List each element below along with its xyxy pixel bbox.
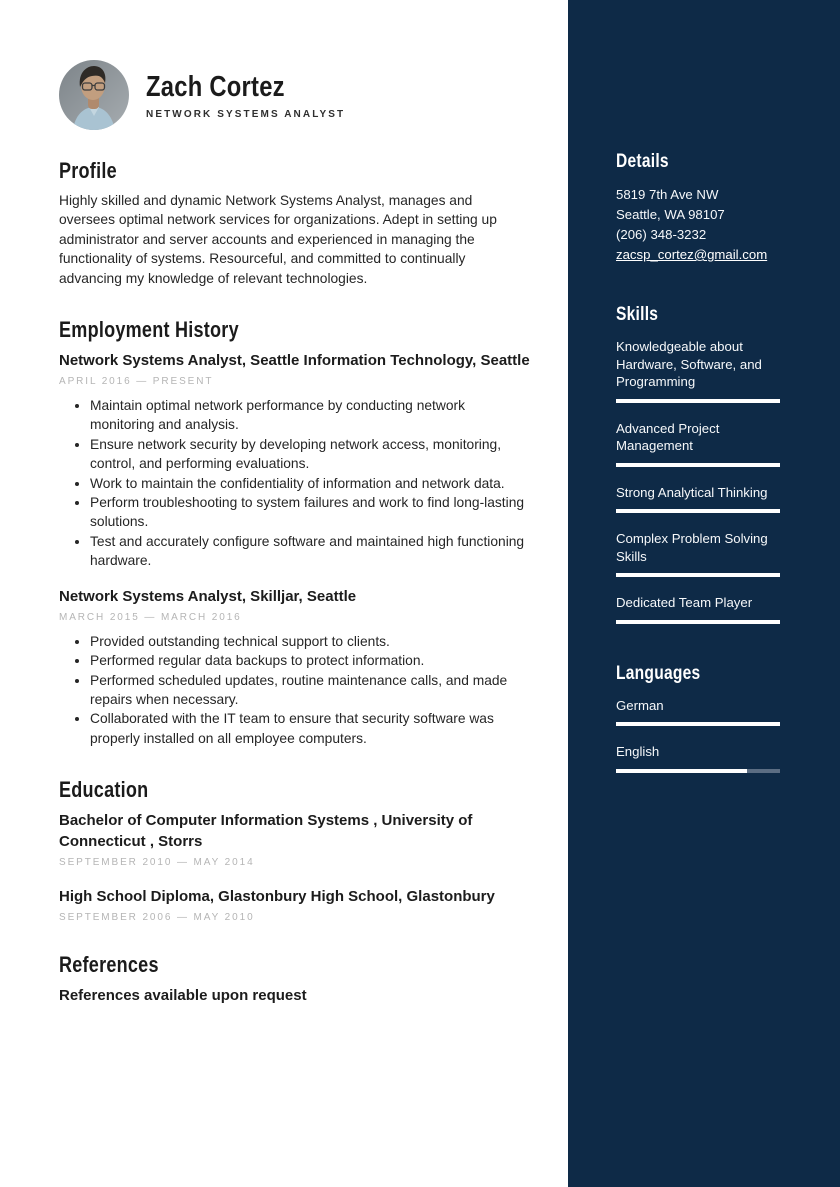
education-title: Bachelor of Computer Information Systems , University of Connecticut , Storrs [59, 812, 473, 851]
bullet-item: • Maintain optimal network performance by conducting network monitoring and analysis. [90, 396, 532, 435]
section-profile [59, 157, 532, 288]
education-dates: SEPTEMBER 2006 — MAY 2010 [59, 912, 255, 924]
skill-item [616, 594, 780, 624]
skill-label: Dedicated Team Player [616, 595, 753, 610]
skill-bar [616, 573, 780, 577]
skill-item [616, 338, 780, 403]
education-entry [59, 810, 532, 868]
sidebar-details [616, 150, 780, 265]
job-title: Network Systems Analyst, Seattle Information Technology, Seattle [59, 352, 530, 370]
skill-bar [616, 620, 780, 624]
skill-bar [616, 463, 780, 467]
job-bullet-list [59, 632, 532, 748]
address-line: Seattle, WA 98107 [616, 207, 725, 222]
job-bullet-list [59, 396, 532, 571]
phone-number: (206) 348-3232 [616, 227, 707, 242]
language-label: German [616, 697, 664, 713]
profile-heading: Profile [59, 158, 117, 183]
language-bar [616, 722, 780, 726]
job-title: Network Systems Analyst, Skilljar, Seattle [59, 587, 357, 605]
language-bar [616, 769, 780, 773]
employment-heading: Employment History [59, 317, 239, 343]
references-text: References available upon request [59, 987, 307, 1005]
profile-photo [59, 60, 129, 130]
section-employment [59, 316, 532, 748]
skill-item [616, 530, 780, 577]
skill-item [616, 420, 780, 467]
education-title: High School Diploma, Glastonbury High School, Glastonbury [59, 888, 495, 906]
language-item [616, 743, 780, 773]
skill-item [616, 484, 780, 514]
sidebar-languages [616, 662, 780, 773]
skill-bar-fill [616, 509, 780, 513]
job-entry [59, 350, 532, 571]
skills-heading: Skills [616, 304, 659, 325]
references-heading: References [59, 952, 159, 978]
skill-bar-fill [616, 573, 780, 577]
skill-label: Advanced Project Management [616, 420, 720, 453]
sidebar [568, 0, 840, 1187]
bullet-item: • Ensure network security by developing network access, monitoring, control, and performing evaluations. [90, 435, 532, 474]
education-dates: SEPTEMBER 2010 — MAY 2014 [59, 857, 255, 869]
header [59, 60, 532, 130]
skill-label: Complex Problem Solving Skills [616, 531, 768, 564]
bullet-item: • Work to maintain the confidentiality of information and network data. [90, 474, 532, 493]
skill-bar [616, 399, 780, 403]
identity-block [146, 70, 345, 120]
bullet-item: • Provided outstanding technical support to clients. [90, 632, 532, 651]
section-references [59, 951, 532, 1006]
address-line: 5819 7th Ave NW [616, 187, 719, 202]
skill-bar-fill [616, 463, 780, 467]
skill-bar-fill [616, 620, 780, 624]
skill-label: Knowledgeable about Hardware, Software, and Programming [616, 339, 762, 389]
job-dates: MARCH 2015 — MARCH 2016 [59, 611, 242, 623]
portrait-illustration [59, 60, 129, 130]
language-bar-fill [616, 769, 747, 773]
bullet-item: • Test and accurately configure software and maintained high functioning hardware. [90, 532, 532, 571]
details-heading: Details [616, 151, 669, 172]
profile-summary: Highly skilled and dynamic Network Systems Analyst, manages and oversees optimal network services for organizations. Adept in setting up administrator and server accounts and experienced in managing the functionality of systems. Resourceful, and committed to continually advancing my knowledge of relevant technologies. [59, 193, 497, 286]
skill-bar [616, 509, 780, 513]
bullet-item: • Perform troubleshooting to system failures and work to find long-lasting solutions. [90, 493, 532, 532]
education-heading: Education [59, 777, 149, 803]
bullet-item: • Performed scheduled updates, routine maintenance calls, and made repairs when necessary. [90, 671, 532, 710]
language-item [616, 697, 780, 727]
section-education [59, 776, 532, 923]
bullet-item: • Collaborated with the IT team to ensure that security software was properly installed on all employee computers. [90, 709, 532, 748]
education-entry [59, 886, 532, 923]
skill-bar-fill [616, 399, 780, 403]
languages-heading: Languages [616, 662, 701, 684]
sidebar-skills [616, 303, 780, 624]
language-label: English [616, 744, 660, 759]
job-entry [59, 586, 532, 748]
job-dates: APRIL 2016 — PRESENT [59, 376, 214, 388]
skill-label: Strong Analytical Thinking [616, 484, 768, 500]
language-bar-fill [616, 722, 780, 726]
candidate-job-title: NETWORK SYSTEMS ANALYST [146, 109, 346, 120]
candidate-name: Zach Cortez [146, 71, 285, 103]
email-link[interactable]: zacsp_cortez@gmail.com [616, 247, 768, 262]
bullet-item: • Performed regular data backups to protect information. [90, 651, 532, 670]
